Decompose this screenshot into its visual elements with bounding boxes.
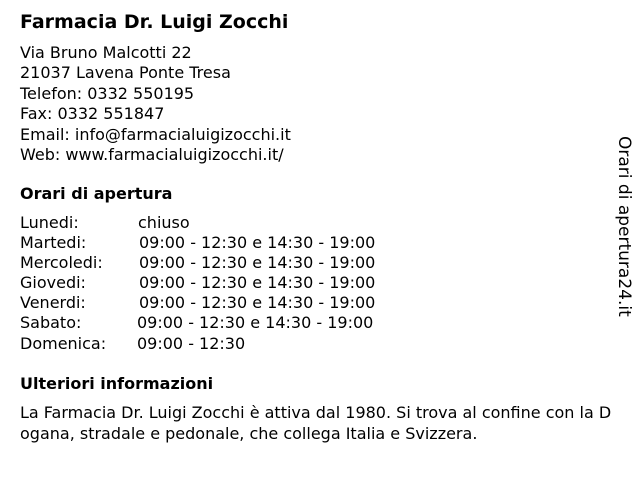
page-title: Farmacia Dr. Luigi Zocchi (20, 11, 289, 33)
day-label: Sabato: (20, 313, 82, 333)
side-brand-watermark (612, 136, 636, 317)
hours-value: 09:00 - 12:30 e 14:30 - 19:00 (137, 313, 374, 333)
address-street: Via Bruno Malcotti 22 (20, 43, 192, 62)
more-info-heading: Ulteriori informazioni (20, 374, 214, 393)
website-link[interactable]: Web: www.farmacialuigizocchi.it/ (20, 144, 284, 164)
day-label: Mercoledi: (20, 253, 103, 273)
more-info-text: La Farmacia Dr. Luigi Zocchi è attiva dal 1980. Si trova al confine con la Dogana, stradale e pedonale, che collega Italia e Svizzera. (20, 403, 612, 443)
hours-value: 09:00 - 12:30 e 14:30 - 19:00 (139, 273, 376, 293)
contact-block (20, 43, 291, 165)
hours-heading: Orari di apertura (20, 184, 173, 203)
hours-value: 09:00 - 12:30 e 14:30 - 19:00 (139, 253, 376, 273)
hours-value: 09:00 - 12:30 (137, 333, 246, 353)
hours-value: 09:00 - 12:30 e 14:30 - 19:00 (139, 293, 376, 313)
day-label: Domenica: (20, 333, 107, 353)
day-label: Giovedi: (20, 273, 86, 293)
hours-value: chiuso (138, 213, 190, 232)
email-address[interactable]: Email: info@farmacialuigizocchi.it (20, 124, 291, 144)
day-label: Venerdi: (20, 293, 86, 313)
phone-number[interactable]: Telefon: 0332 550195 (20, 83, 195, 103)
day-label: Lunedi: (20, 213, 79, 232)
day-label: Martedi: (20, 233, 87, 253)
side-brand-text: Orari di apertura24.it (614, 136, 634, 317)
fax-number: Fax: 0332 551847 (20, 104, 165, 124)
address-city: 21037 Lavena Ponte Tresa (20, 63, 231, 83)
hours-value: 09:00 - 12:30 e 14:30 - 19:00 (139, 233, 376, 253)
